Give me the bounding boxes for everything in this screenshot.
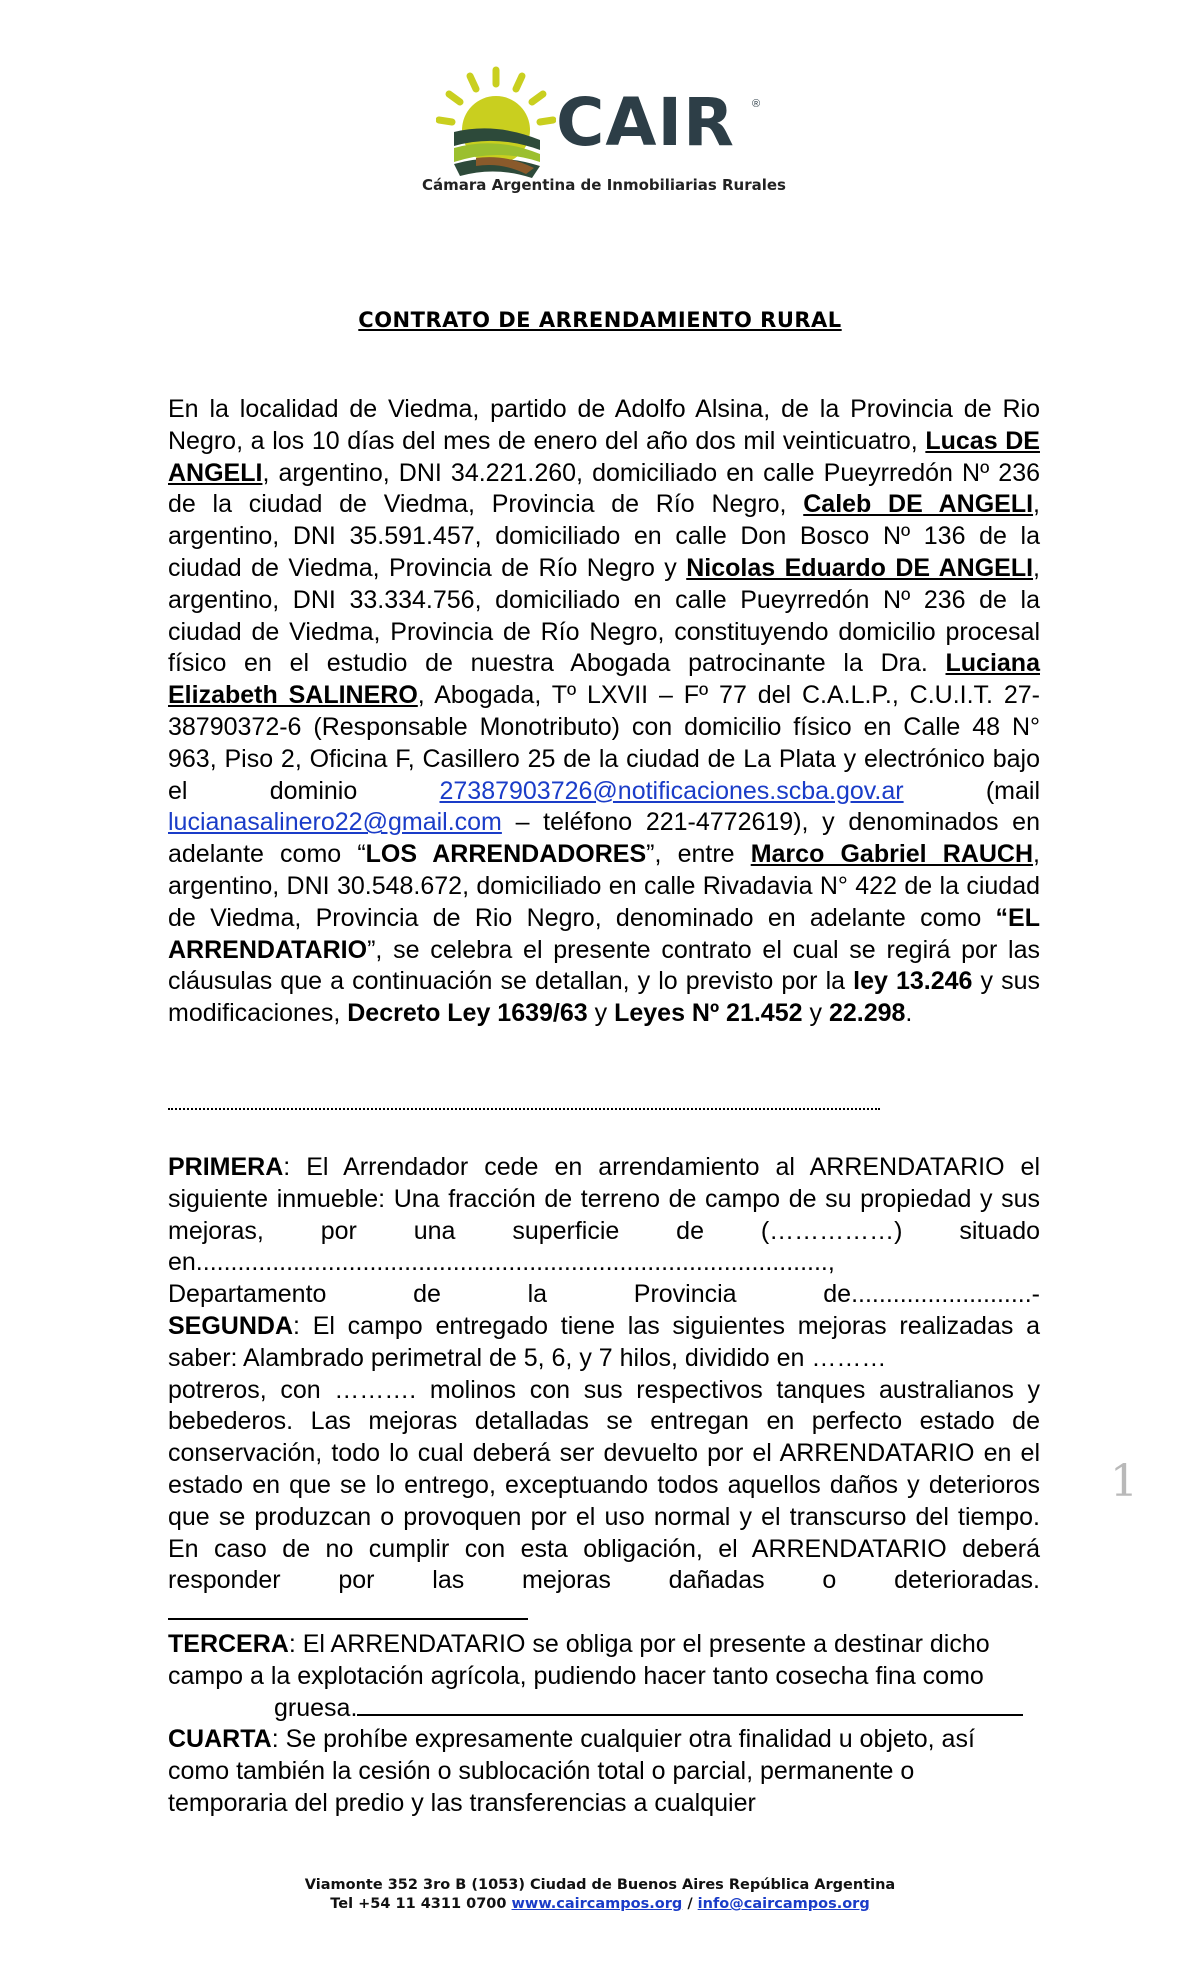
intro-text: En la localidad de Viedma, partido de Adolfo Alsina, de la Provincia de Rio Negro, a los 10 días del mes de enero del año dos mil veinticuatro, bbox=[168, 395, 1040, 455]
intro-text: , argentino, DNI 35.591.457, domiciliado en calle Don Bosco Nº 136 de la ciudad de Viedma, Provincia de Río Negro y bbox=[168, 490, 1040, 582]
footer-contact bbox=[0, 1895, 1200, 1914]
party-name: Lucas DE ANGELI bbox=[168, 426, 1040, 487]
clause-text: : El ARRENDATARIO se obliga por el presente a destinar dicho campo a la explotación agrícola, pudiendo hacer tanto cosecha fina como bbox=[168, 1629, 990, 1690]
document-title: CONTRATO DE ARRENDAMIENTO RURAL bbox=[358, 308, 842, 332]
footer-address: Viamonte 352 3ro B (1053) Ciudad de Buenos Aires República Argentina bbox=[304, 1877, 896, 1893]
clause-tercera-cont bbox=[168, 1693, 1040, 1725]
intro-text: y bbox=[802, 999, 829, 1028]
clauses-section bbox=[168, 1152, 1040, 1820]
clause-text: : El Arrendador cede en arrendamiento al ARRENDATARIO el siguiente inmueble: Una fracción de terreno de campo de su propiedad y sus mejoras, por una superficie de (……………) situado en..........................................................................................., bbox=[168, 1153, 1040, 1277]
page-number: 1 bbox=[1110, 1456, 1138, 1507]
law-reference: 22.298 bbox=[828, 999, 906, 1028]
clause-label: CUARTA bbox=[168, 1725, 272, 1754]
footer-phone: Tel +54 11 4311 0700 bbox=[330, 1896, 512, 1912]
clause-label: PRIMERA bbox=[168, 1153, 284, 1181]
clause-text: potreros, con ………. molinos con sus respectivos tanques australianos y bebederos. Las mejoras detalladas se entregan en perfecto estado de conservación, todo lo cual deberá ser devuelto por el ARRENDATARIO en el estado en que se lo entrego, exceptuando todos aquellos daños y deterioros que se produzcan o provoquen por el uso normal y el transcurso del tiempo. En caso de no cumplir con esta obligación, el ARRENDATARIO deberá responder por las mejoras dañadas o deterioradas. bbox=[168, 1375, 1040, 1595]
clause-primera-line2 bbox=[168, 1279, 1040, 1311]
registered-mark: ® bbox=[752, 98, 761, 110]
intro-text: ”, se celebra el presente contrato el cual se regirá por las cláusulas que a continuación se detallan, y lo previsto por la bbox=[168, 935, 1040, 996]
blank-line bbox=[168, 1598, 528, 1620]
clause-primera bbox=[168, 1152, 1040, 1279]
clause-label: TERCERA bbox=[168, 1629, 289, 1658]
intro-text: , argentino, DNI 34.221.260, domiciliado en calle Pueyrredón Nº 236 de la ciudad de Viedma, Provincia de Río Negro, bbox=[168, 458, 1040, 519]
clause-tercera bbox=[168, 1629, 1040, 1693]
sun-field-icon bbox=[436, 62, 556, 182]
cair-logo bbox=[436, 62, 776, 192]
logo-wordmark: CAIR bbox=[556, 84, 735, 161]
bold-term: “EL ARRENDATARIO bbox=[168, 903, 1040, 964]
intro-text: – teléfono 221-4772619), y denominados en adelante como “ bbox=[168, 808, 1040, 869]
clause-text: gruesa. bbox=[274, 1693, 358, 1722]
blank-line bbox=[357, 1694, 1023, 1716]
electronic-domain-link[interactable]: 27387903726@notificaciones.scba.gov.ar bbox=[439, 776, 904, 805]
lawyer-name: Luciana Elizabeth SALINERO bbox=[168, 649, 1040, 710]
clause-cuarta bbox=[168, 1724, 1040, 1819]
intro-text: , argentino, DNI 33.334.756, domiciliado en calle Pueyrredón Nº 236 de la ciudad de Viedma, Provincia de Río Negro, constituyendo domicilio procesal físico en el estudio de nuestra Abogada patrocinante la Dra. bbox=[168, 553, 1040, 678]
intro-text: y bbox=[587, 999, 615, 1028]
clause-segunda bbox=[168, 1311, 1040, 1375]
intro-text: y sus modificaciones, bbox=[168, 967, 1041, 1028]
party-name: Nicolas Eduardo DE ANGELI bbox=[686, 553, 1034, 582]
dotted-separator bbox=[168, 1108, 880, 1110]
clause-label: SEGUNDA bbox=[168, 1311, 294, 1340]
intro-paragraph bbox=[168, 394, 1040, 1030]
law-reference: Decreto Ley 1639/63 bbox=[347, 999, 588, 1028]
party-name: Caleb DE ANGELI bbox=[803, 490, 1034, 519]
bold-term: LOS ARRENDADORES bbox=[365, 840, 647, 869]
logo-subtitle: Cámara Argentina de Inmobiliarias Rurales bbox=[422, 176, 786, 194]
intro-text: ”, entre bbox=[646, 840, 751, 869]
website-link[interactable]: www.caircampos.org bbox=[511, 1896, 683, 1912]
law-reference: ley 13.246 bbox=[853, 967, 973, 996]
clause-text: : Se prohíbe expresamente cualquier otra finalidad u objeto, así como también la cesión o sublocación total o parcial, permanente o temporaria del predio y las transferencias a cualquier bbox=[168, 1725, 975, 1817]
clause-text: : El campo entregado tiene las siguientes mejoras realizadas a saber: Alambrado perimetral de 5, 6, y 7 hilos, dividido en ……… bbox=[168, 1311, 1040, 1372]
intro-text: , Abogada, Tº LXVII – Fº 77 del C.A.L.P., C.U.I.T. 27-38790372-6 (Responsable Monotributo) con domicilio físico en Calle 48 N° 963, Piso 2, Oficina F, Casillero 25 de la ciudad de La Plata y electrónico bajo el dominio bbox=[168, 681, 1040, 805]
law-reference: Leyes Nº 21.452 bbox=[614, 999, 803, 1028]
footer bbox=[0, 1876, 1200, 1914]
clause-text: Departamento de la Provincia de..........................- bbox=[168, 1280, 1040, 1309]
intro-text: (mail bbox=[903, 776, 1041, 805]
party-name: Marco Gabriel RAUCH bbox=[750, 840, 1034, 869]
intro-text: , argentino, DNI 30.548.672, domiciliado en calle Rivadavia N° 422 de la ciudad de Viedma, Provincia de Rio Negro, denominado en adelante como bbox=[168, 840, 1040, 932]
intro-text: . bbox=[905, 999, 913, 1028]
footer-separator: / bbox=[682, 1896, 698, 1912]
clause-segunda-cont bbox=[168, 1375, 1040, 1629]
footer-email-link[interactable]: info@caircampos.org bbox=[697, 1896, 870, 1912]
email-link[interactable]: lucianasalinero22@gmail.com bbox=[168, 808, 502, 837]
